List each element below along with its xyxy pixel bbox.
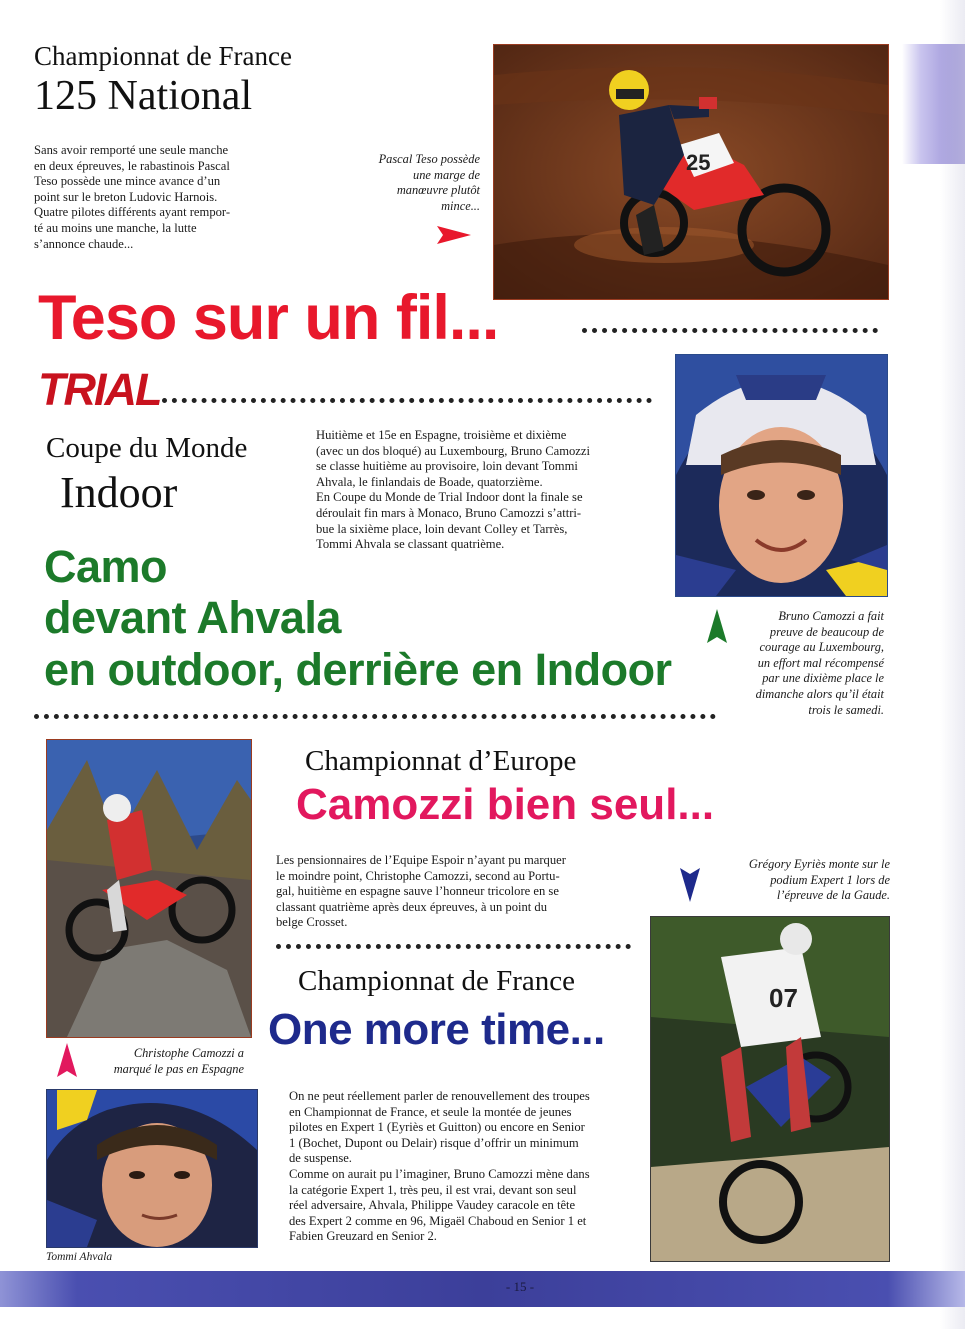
national-body: Sans avoir remporté une seule manche en deux épreuves, le rabastinois Pascal Teso possède une mince avance d’un point sur le breton Ludovic Harnois. Quatre pilotes différents ayant rempor- té au moins une manche, la lutte s’annonce chaude... <box>34 143 231 251</box>
edge-shadow <box>940 0 965 1329</box>
photo-gregory-eyries <box>650 916 890 1262</box>
national-kicker: Championnat de France <box>34 41 292 71</box>
photo-tommi-ahvala <box>46 1089 258 1248</box>
national-title: 125 National <box>34 73 253 119</box>
europe-kicker: Championnat d’Europe <box>305 745 577 777</box>
section-label-trial: TRIAL <box>38 364 161 415</box>
arrow-right-icon <box>437 226 471 249</box>
europe-body: Les pensionnaires de l’Equipe Espoir n’ayant pu marquer le moindre point, Christophe Camozzi, second au Portu- gal, huitième en espagne sauve l’honneur tricolore en se classant quatrième après deux épreuves, à un point du belge Crosset. <box>276 853 566 930</box>
indoor-kicker: Coupe du Monde <box>46 432 248 464</box>
svg-text:07: 07 <box>769 983 798 1013</box>
indoor-caption: Bruno Camozzi a fait preuve de beaucoup de courage au Luxembourg, un effort mal récompensé par une dixième place le dimanche alors qu’il était trois le samedi. <box>755 609 884 717</box>
arrow-down-icon <box>680 868 700 907</box>
divider-dots-4 <box>276 944 631 949</box>
indoor-title: Indoor <box>60 468 178 517</box>
indoor-headline-line1: Camo <box>44 541 168 592</box>
europe-caption-left: Christophe Camozzi a marqué le pas en Espagne <box>113 1046 244 1076</box>
france-kicker: Championnat de France <box>298 965 576 997</box>
france-body: On ne peut réellement parler de renouvellement des troupes en Championnat de France, et seule la montée de jeunes pilotes en Expert 1 (Eyriès et Guitton) ou encore en Senior 1 (Bochet, Dupont ou Delair) risque d’offrir un minimum de suspense. Comme on aurait pu l’imaginer, Bruno Camozzi mène dans la catégorie Expert 1, très peu, il est vrai, devant son seul réel adversaire, Ahvala, Philippe Vaudey caracole en tête des Expert 2 comme en 96, Migaël Chaboud en Senior 1 et Fabien Greuzard en Senior 2. <box>289 1089 590 1244</box>
europe-caption-right: Grégory Eyriès monte sur le podium Expert 1 lors de l’épreuve de la Gaude. <box>748 857 890 903</box>
indoor-headline-line2: devant Ahvala <box>44 592 341 643</box>
photo-bruno-camozzi <box>675 354 888 597</box>
photo-christophe-camozzi <box>46 739 252 1038</box>
indoor-body: Huitième et 15e en Espagne, troisième et dixième (avec un dos bloqué) au Luxembourg, Bruno Camozzi se classe huitième au provisoire, loin devant Tommi Ahvala, le finlandais de Boade, quatorzième. En Coupe du Monde de Trial Indoor dont la finale se déroulait fin mars à Monaco, Bruno Camozzi s’attri- bue la sixième place, loin devant Colley et Tarrès, Tommi Ahvala se classant quatrième. <box>316 428 590 552</box>
europe-headline: Camozzi bien seul... <box>296 780 715 829</box>
page-number: - 15 - <box>505 1279 535 1294</box>
france-headline: One more time... <box>268 1005 605 1054</box>
indoor-headline-line3: en outdoor, derrière en Indoor <box>44 644 672 695</box>
divider-dots-1 <box>582 328 878 333</box>
divider-dots-3 <box>34 714 716 719</box>
tommi-caption: Tommi Ahvala <box>46 1251 113 1263</box>
national-caption: Pascal Teso possède une marge de manœuvre plutôt mince... <box>378 152 480 213</box>
photo-pascal-teso <box>493 44 889 300</box>
divider-dots-2 <box>162 398 652 403</box>
arrow-up-icon <box>57 1043 77 1082</box>
svg-text:25: 25 <box>686 150 711 175</box>
national-headline: Teso sur un fil... <box>38 283 499 353</box>
